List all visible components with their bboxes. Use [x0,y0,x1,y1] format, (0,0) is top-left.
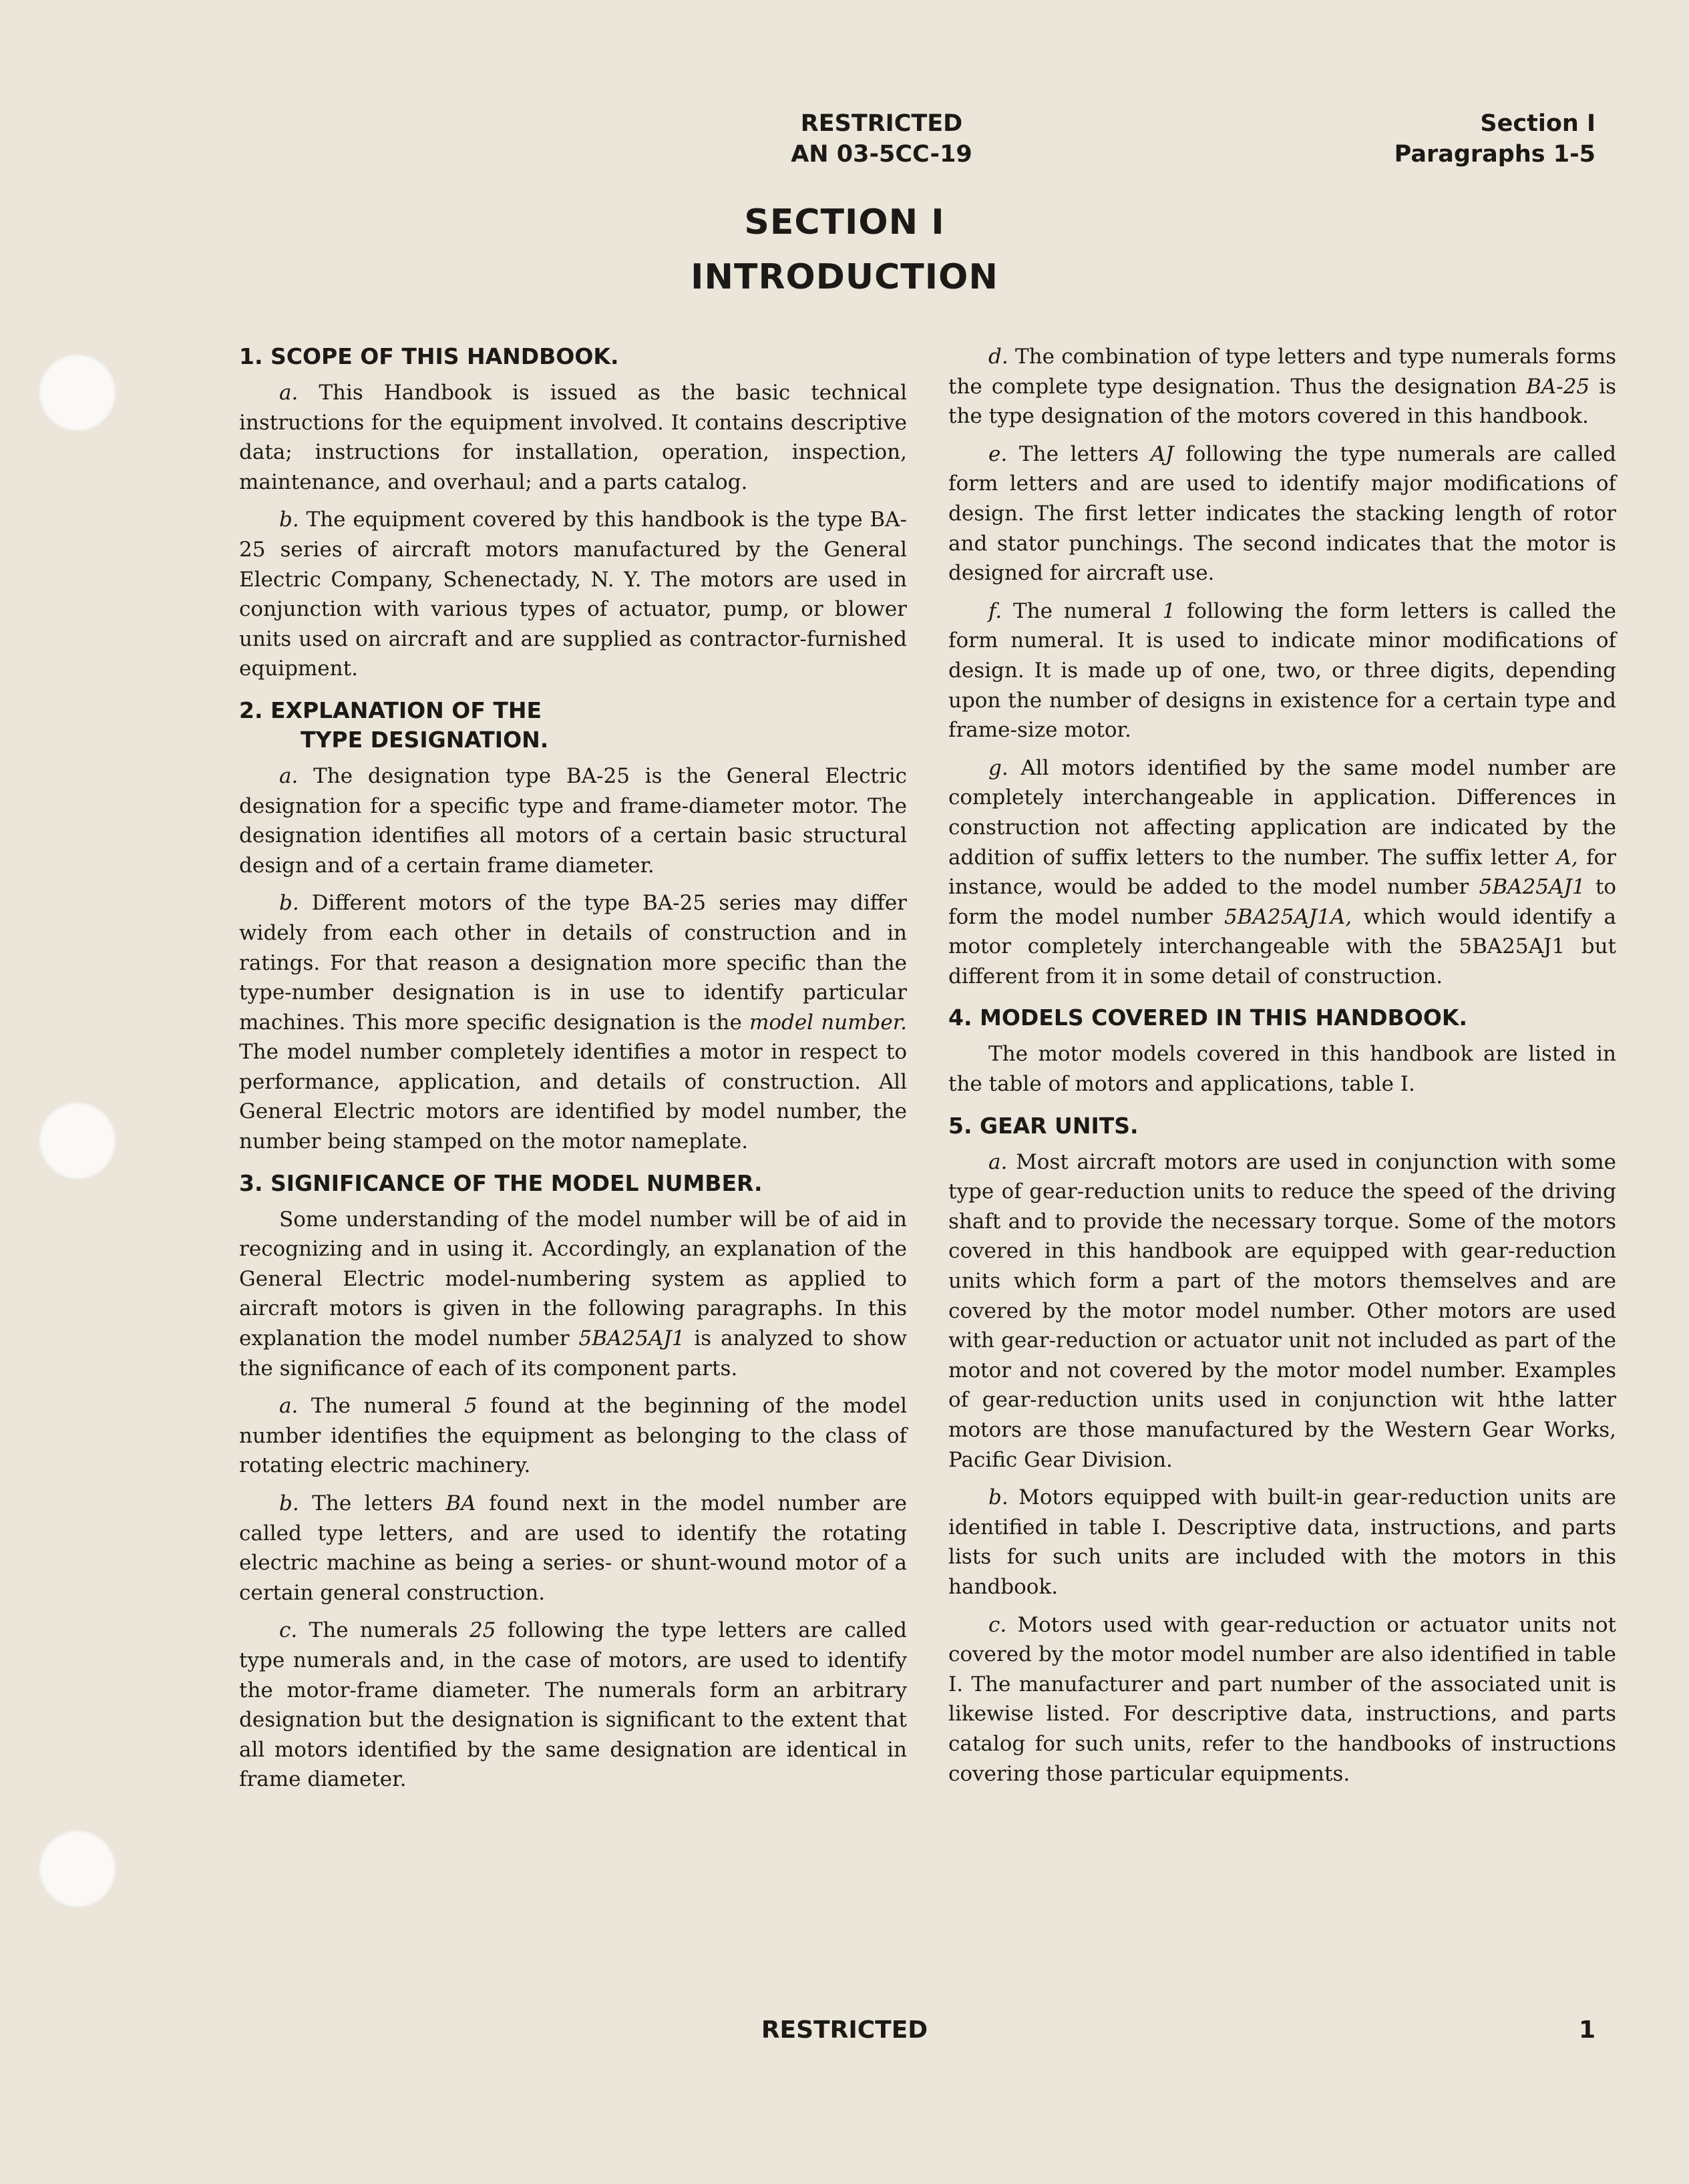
header-center [715,108,1049,170]
paragraph-3g-text-1: All motors identified by the same model number are completely interchangeable in application. Differences in construction not affecting application are indicated by the addition of suffix letters to the number. The suffix letter [948,755,1616,870]
paragraph-2a [239,761,907,880]
paragraph-2b-italic: model number. [749,1010,907,1035]
paragraph-5c-marker: c. [988,1612,1007,1637]
paragraph-3d-text-1: The combination of type letters and type numerals forms the complete type designation. Thus the designation [948,345,1616,399]
paragraph-1b-text: The equipment covered by this handbook is the type BA-25 series of aircraft motors manufactured by the General Electric Company, Schenectady, N. Y. The motors are used in conjunction with various types of actuator, pump, or blower units used on aircraft and are supplied as contractor-furnished equipment. [239,508,907,681]
left-column [239,342,907,1803]
paragraph-3d-marker: d. [988,345,1008,369]
paragraph-1a-marker: a. [279,381,299,405]
paragraph-3d [948,342,1616,431]
paragraph-2b-marker: b. [279,891,299,916]
header-paragraphs-label: Paragraphs 1-5 [1394,141,1596,168]
section-number-heading: SECTION I [744,202,945,242]
paragraph-3a [239,1391,907,1481]
paragraph-3b-text-1: The letters [299,1491,446,1515]
paragraph-3e-italic: AJ [1150,441,1174,466]
paragraph-5c [948,1610,1616,1789]
paragraph-3g-italic-2: 5BA25AJ1 [1479,875,1585,900]
paragraph-2a-text: The designation type BA-25 is the General Electric designation for a specific type and frame-diameter motor. The designation identifies all motors of a certain basic structural design and of a certain frame diameter. [239,763,907,878]
paragraph-3d-italic: BA-25 [1526,374,1590,399]
paragraph-3f-marker: f. [988,598,1002,623]
paragraph-5b-text: Motors equipped with built-in gear-reduction units are identified in table I. Descriptive data, instructions, and parts lists for such units are included with the motors in this handbook. [948,1485,1616,1599]
paragraph-3a-text-2: found at the beginning of the model number identifies the equipment as belonging to the class of rotating electric machinery. [239,1394,908,1478]
paragraph-2a-marker: a. [279,763,299,788]
paragraph-5b [948,1483,1616,1602]
paragraph-4: The motor models covered in this handbook are listed in the table of motors and applications, table I. [948,1042,1616,1097]
paragraph-1a-text: This Handbook is issued as the basic technical instructions for the equipment involved. It contains descriptive data; instructions for installation, operation, inspection, maintenance, and overhaul; and a parts catalog. [239,381,907,494]
paragraph-3c-text-1: The numerals [297,1618,470,1643]
header-document-number: AN 03-5CC-19 [791,141,972,168]
binder-hole-middle [39,1102,116,1179]
paragraph-3b-italic: BA [445,1491,476,1515]
paragraph-3-text-1: Some understanding of the model number will be of aid in recognizing and in using it. Accordingly, an explanation of the General Electric model-numbering system as applied to aircraft motors is given in the following paragraphs. In this explanation the model number [239,1207,907,1351]
paragraph-3f-italic: 1 [1162,598,1176,623]
paragraph-3f-text-1: The numeral [1002,598,1163,623]
paragraph-5a [948,1147,1616,1475]
paragraph-3c-italic: 25 [470,1618,496,1643]
footer-classification: RESTRICTED [761,2016,928,2044]
heading-models-covered: 4. MODELS COVERED IN THIS HANDBOOK. [948,1005,1467,1031]
paragraph-3-italic: 5BA25AJ1 [578,1326,685,1351]
paragraph-3c-text-2: following the type letters are called type numerals and, in the case of motors, are used to identify the motor-frame diameter. The numerals form an arbitrary designation but the designation is significant to the extent that all motors identified by the same designation are identical in frame diameter. [239,1618,907,1792]
paragraph-5c-text: Motors used with gear-reduction or actuator units not covered by the motor model number are also identified in table I. The manufacturer and part number of the associated unit is likewise listed. For descriptive data, instructions, and parts catalog for such units, refer to the handbooks of instructions covering those particular equipments. [948,1612,1616,1786]
section-name-heading: INTRODUCTION [691,257,998,297]
paragraph-3g-italic-3: 5BA25AJ1A, [1224,904,1352,929]
paragraph-1b [239,505,907,684]
binder-hole-top [39,354,116,431]
paragraph-3f [948,596,1616,745]
paragraph-2b [239,888,907,1156]
paragraph-3c-marker: c. [279,1618,298,1643]
paragraph-3g-italic-1: A, [1556,845,1578,870]
paragraph-2b-text-2: The model number completely identifies a motor in respect to performance, application, and details of construction. All General Electric motors are identified by model number, the number being stamped on the motor nameplate. [239,1040,907,1154]
page-title [0,195,1689,305]
paragraph-3b [239,1489,907,1608]
right-column [948,342,1616,1797]
heading-explanation [239,696,907,755]
paragraph-3e [948,439,1616,588]
heading-scope: 1. SCOPE OF THIS HANDBOOK. [239,343,619,369]
paragraph-3g-text-2: for instance, would be added to the model number [948,845,1617,900]
paragraph-3e-text-1: The letters [1007,441,1151,466]
paragraph-3g-text-4: which would identify a motor completely interchangeable with the 5BA25AJ1 but different from it in some detail of construction. [948,904,1616,988]
paragraph-5a-text: Most aircraft motors are used in conjunction with some type of gear-reduction units to reduce the speed of the driving shaft and to provide the necessary torque. Some of the motors covered in this handbook are equipped with gear-reduction units which form a part of the motors themselves and are covered by the motor model number. Other motors are used with gear-reduction or actuator unit not included as part of the motor and not covered by the motor model number. Examples of gear-reduction units used in conjunction wit hthe latter motors are those manufactured by the Western Gear Works, Pacific Gear Division. [948,1149,1616,1472]
binder-hole-bottom [39,1830,116,1907]
paragraph-3a-text-1: The numeral [298,1394,464,1419]
paragraph-3f-text-2: following the form letters is called the form numeral. It is used to indicate minor modifications of design. It is made up of one, two, or three digits, depending upon the number of designs in existence for a certain type and frame-size motor. [948,598,1616,743]
paragraph-1a [239,378,907,497]
paragraph-3b-text-2: found next in the model number are called type letters, and are used to identify the rotating electric machine as being a series- or shunt-wound motor of a certain general construction. [239,1491,907,1605]
paragraph-3-text-2: is analyzed to show the significance of each of its component parts. [239,1326,908,1381]
paragraph-3d-text-2: is the type designation of the motors covered in this handbook. [948,374,1616,429]
header-classification: RESTRICTED [800,110,963,137]
paragraph-5a-marker: a. [988,1149,1008,1174]
paragraph-3b-marker: b. [279,1491,299,1515]
paragraph-3e-marker: e. [988,441,1008,466]
heading-significance: 3. SIGNIFICANCE OF THE MODEL NUMBER. [239,1169,763,1196]
paragraph-3g [948,753,1616,992]
paragraph-3a-italic: 5 [463,1394,478,1419]
paragraph-3g-marker: g. [988,755,1008,780]
paragraph-3e-text-2: following the type numerals are called form letters and are used to identify major modifications of design. The first letter indicates the stacking length of rotor and stator punchings. The second indicates that the motor is designed for aircraft use. [948,441,1616,586]
paragraph-3a-marker: a. [279,1394,299,1419]
header-right [1394,108,1596,170]
paragraph-3g-text-3: to form the model number [948,875,1616,929]
paragraph-5b-marker: b. [988,1485,1008,1510]
page-number: 1 [1578,2016,1596,2044]
paragraph-3-intro [239,1205,907,1384]
header-section-label: Section I [1480,110,1596,137]
paragraph-2b-text-1: Different motors of the type BA-25 series may differ widely from each other in details of construction and in ratings. For that reason a designation more specific than the type-number designation is in use to identify particular machines. This more specific designation is the [239,891,907,1035]
paragraph-3c [239,1616,907,1795]
heading-gear-units: 5. GEAR UNITS. [948,1112,1139,1139]
heading-explanation-line2: TYPE DESIGNATION. [301,726,549,753]
paragraph-1b-marker: b. [279,508,299,532]
heading-explanation-line1: 2. EXPLANATION OF THE [239,697,542,723]
